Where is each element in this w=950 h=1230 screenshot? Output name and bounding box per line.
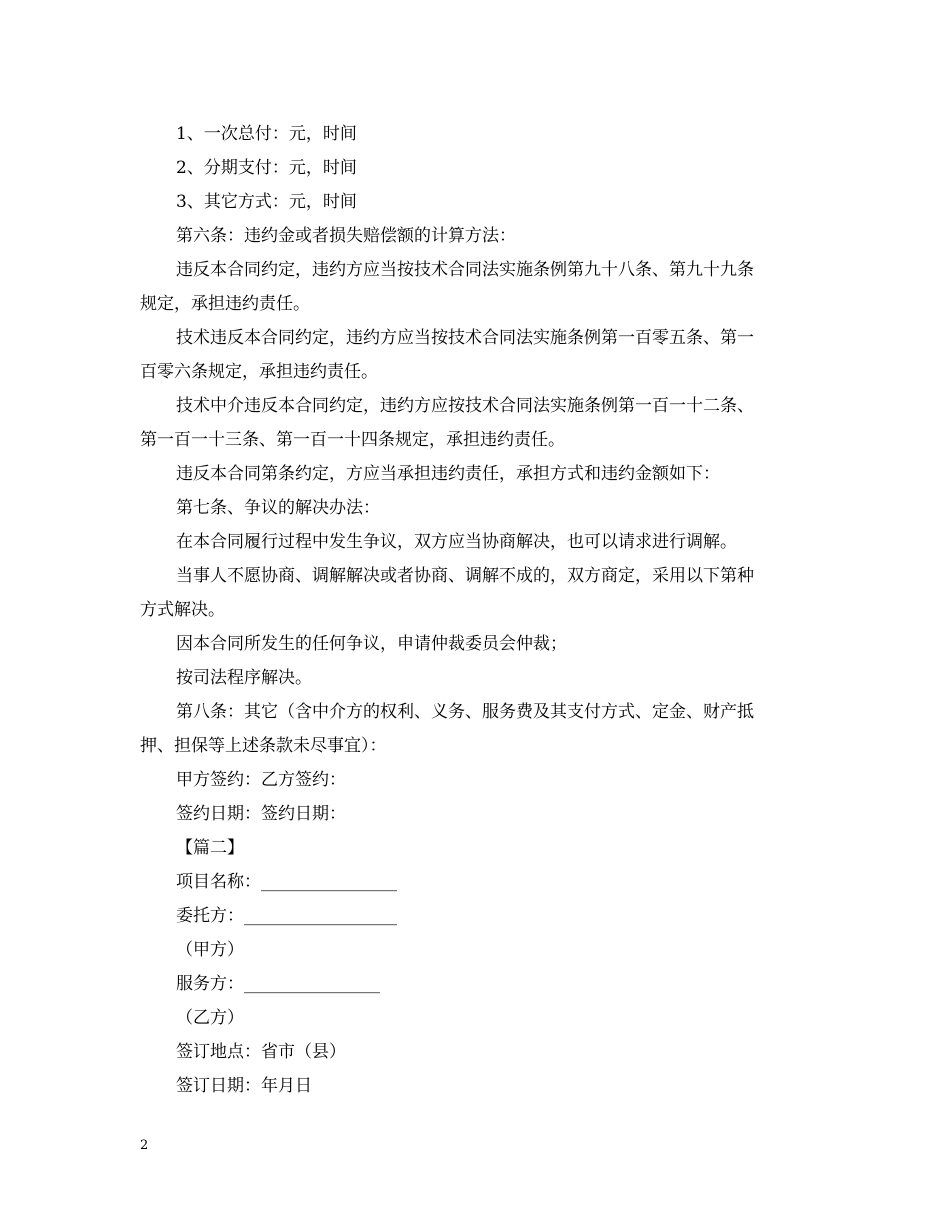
- text-line: 在本合同履行过程中发生争议，双方应当协商解决，也可以请求进行调解。: [176, 532, 737, 552]
- text-line: 1、一次总付：元，时间: [176, 124, 357, 144]
- document-body: [140, 117, 820, 1103]
- page-number: 2: [140, 1138, 149, 1153]
- text-line: 百零六条规定，承担违约责任。: [140, 362, 378, 382]
- section-heading: 第七条、争议的解决办法：: [176, 498, 380, 518]
- project-name-field: 项目名称：________________: [176, 872, 397, 892]
- signing-place-field: 签订地点：省市（县）: [176, 1042, 346, 1062]
- party-a-label: （甲方）: [176, 940, 244, 960]
- service-provider-field: 服务方：________________: [176, 974, 380, 994]
- signature-line: 甲方签约：乙方签约：: [176, 770, 346, 790]
- text-line: 当事人不愿协商、调解解决或者协商、调解不成的，双方商定，采用以下第种: [176, 566, 754, 586]
- text-line: 3、其它方式：元，时间: [176, 192, 357, 212]
- text-line: 违反本合同第条约定，方应当承担违约责任，承担方式和违约金额如下：: [176, 464, 720, 484]
- section-heading: 第八条：其它（含中介方的权利、义务、服务费及其支付方式、定金、财产抵: [176, 702, 754, 722]
- client-field: 委托方：__________________: [176, 906, 397, 926]
- part-heading: 【篇二】: [176, 838, 244, 858]
- text-line: 技术中介违反本合同约定，违约方应按技术合同法实施条例第一百一十二条、: [176, 396, 754, 416]
- text-line: 规定，承担违约责任。: [140, 294, 310, 314]
- text-line: 违反本合同约定，违约方应当按技术合同法实施条例第九十八条、第九十九条: [176, 260, 754, 280]
- signature-date-line: 签约日期：签约日期：: [176, 804, 346, 824]
- section-heading: 第六条：违约金或者损失赔偿额的计算方法：: [176, 226, 516, 246]
- text-line: 方式解决。: [140, 600, 225, 620]
- text-line: 因本合同所发生的任何争议，申请仲裁委员会仲裁；: [176, 634, 567, 654]
- text-line: 按司法程序解决。: [176, 668, 312, 688]
- text-line: 技术违反本合同约定，违约方应当按技术合同法实施条例第一百零五条、第一: [176, 328, 754, 348]
- party-b-label: （乙方）: [176, 1008, 244, 1028]
- text-line: 2、分期支付：元，时间: [176, 158, 357, 178]
- text-line: 第一百一十三条、第一百一十四条规定，承担违约责任。: [140, 430, 565, 450]
- signing-date-field: 签订日期：年月日: [176, 1076, 312, 1096]
- text-line: 押、担保等上述条款未尽事宜）：: [140, 736, 387, 756]
